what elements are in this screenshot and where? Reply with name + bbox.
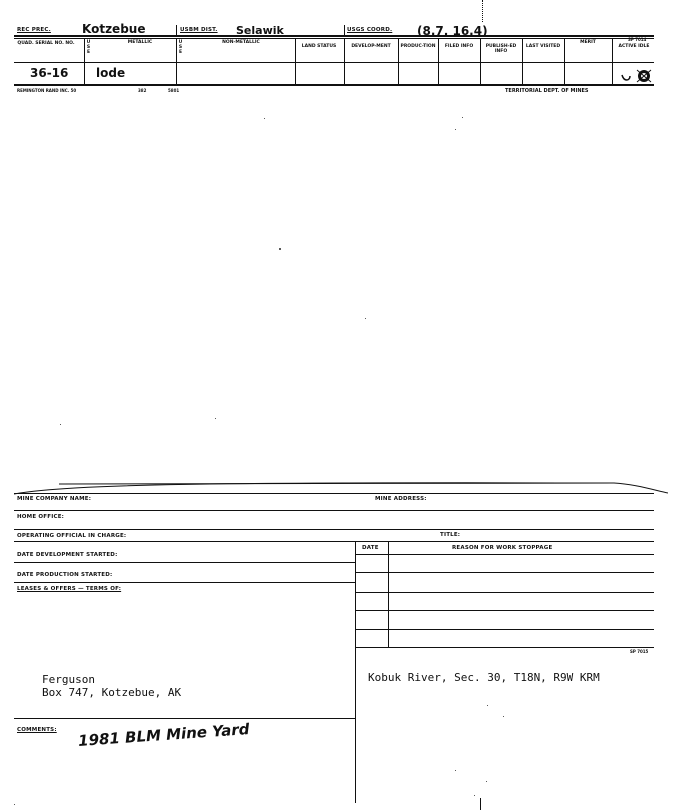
divider (612, 38, 613, 84)
rule (14, 529, 654, 530)
col-quad-serial: QUAD. SERIAL NO. NO. (17, 41, 75, 46)
speck (474, 795, 475, 796)
divider (480, 38, 481, 84)
active-stamp-icon (618, 66, 654, 84)
divider (84, 38, 85, 84)
rule (14, 493, 654, 494)
rec-prec-value: Kotzebue (82, 22, 146, 36)
operating-official-label: OPERATING OFFICIAL IN CHARGE: (17, 533, 127, 539)
rule (355, 647, 654, 648)
speck (455, 129, 456, 130)
rule (355, 554, 654, 555)
mine-company-name-label: MINE COMPANY NAME: (17, 496, 92, 502)
scan-mark (482, 0, 483, 22)
col-land-status: LAND STATUS (301, 44, 337, 49)
form-number: SP 7014 (628, 37, 647, 42)
rule (355, 610, 654, 611)
reason-label: REASON FOR WORK STOPPAGE (452, 545, 553, 551)
card-top-edge (14, 476, 668, 498)
date-prod-started-label: DATE PRODUCTION STARTED: (17, 572, 113, 578)
footer-right: TERRITORIAL DEPT. OF MINES (505, 88, 589, 94)
divider (564, 38, 565, 84)
speck (279, 248, 281, 250)
divider (522, 38, 523, 84)
location-text: Kobuk River, Sec. 30, T18N, R9W KRM (368, 671, 600, 684)
metallic-value: lode (96, 66, 126, 80)
speck (503, 716, 504, 717)
col-nonmetallic: NON-METALLIC (222, 40, 260, 45)
col-nonmetallic-use: U S E (178, 40, 183, 55)
usbm-dist-value: Selawik (236, 24, 284, 37)
speck (455, 770, 456, 771)
rule (14, 510, 654, 511)
speck (264, 118, 265, 119)
col-merit: MERIT (580, 40, 596, 45)
speck (486, 781, 487, 782)
rec-prec-label: REC PREC. (17, 27, 51, 33)
divider (295, 38, 296, 84)
usgs-coord-label: USGS COORD. (347, 27, 393, 33)
date-col-label: DATE (362, 545, 379, 551)
usbm-dist-label: USBM DIST. (180, 27, 218, 33)
speck (365, 318, 366, 319)
col-published-info: PUBLISH-ED INFO (485, 44, 517, 54)
home-office-label: HOME OFFICE: (17, 514, 65, 520)
col-last-visited: LAST VISITED (525, 44, 561, 49)
owner-name: Ferguson (42, 673, 95, 686)
speck (487, 705, 488, 706)
leases-label: LEASES & OFFERS — TERMS OF: (17, 586, 122, 592)
col-production: PRODUC-TION (400, 44, 436, 49)
rule (355, 629, 654, 630)
footer-mid1: 382 (138, 88, 147, 93)
speck (215, 418, 216, 419)
col-active-idle: ACTIVE IDLE (618, 44, 650, 49)
divider (176, 38, 177, 84)
divider (398, 38, 399, 84)
header-top-rule (14, 38, 654, 39)
rule (14, 541, 654, 542)
col-development: DEVELOP-MENT (351, 44, 391, 49)
rule (355, 592, 654, 593)
comments-label: COMMENTS: (17, 727, 57, 733)
rule (14, 562, 355, 563)
rule (355, 572, 654, 573)
footer-mid2: 5801 (168, 88, 180, 93)
divider (344, 38, 345, 84)
scan-mark (480, 798, 481, 810)
usgs-coord-value: (8.7, 16.4) (417, 24, 488, 38)
date-dev-started-label: DATE DEVELOPMENT STARTED: (17, 552, 118, 558)
owner-address: Box 747, Kotzebue, AK (42, 686, 182, 699)
title-label: TITLE: (440, 532, 461, 538)
divider (344, 25, 345, 37)
speck (462, 117, 463, 118)
col-filed-info: FILED INFO (444, 44, 474, 49)
center-divider (355, 541, 356, 803)
mine-address-label: MINE ADDRESS: (375, 496, 427, 502)
divider (438, 38, 439, 84)
divider (176, 25, 177, 37)
top-card-bottom-rule (14, 84, 654, 86)
speck (14, 804, 15, 805)
value-row-rule (14, 62, 654, 63)
date-col-divider (388, 541, 389, 647)
col-metallic: METALLIC (127, 40, 153, 45)
footer-left: REMINGTON RAND INC. 50 (17, 88, 77, 93)
rule (14, 718, 355, 719)
rule (14, 582, 355, 583)
comments-value: 1981 BLM Mine Yard (77, 720, 251, 750)
quad-serial-value: 36-16 (30, 66, 69, 80)
form-number-bottom: SP 7015 (630, 649, 649, 654)
col-metallic-use: U S E (86, 40, 91, 55)
speck (60, 424, 61, 425)
